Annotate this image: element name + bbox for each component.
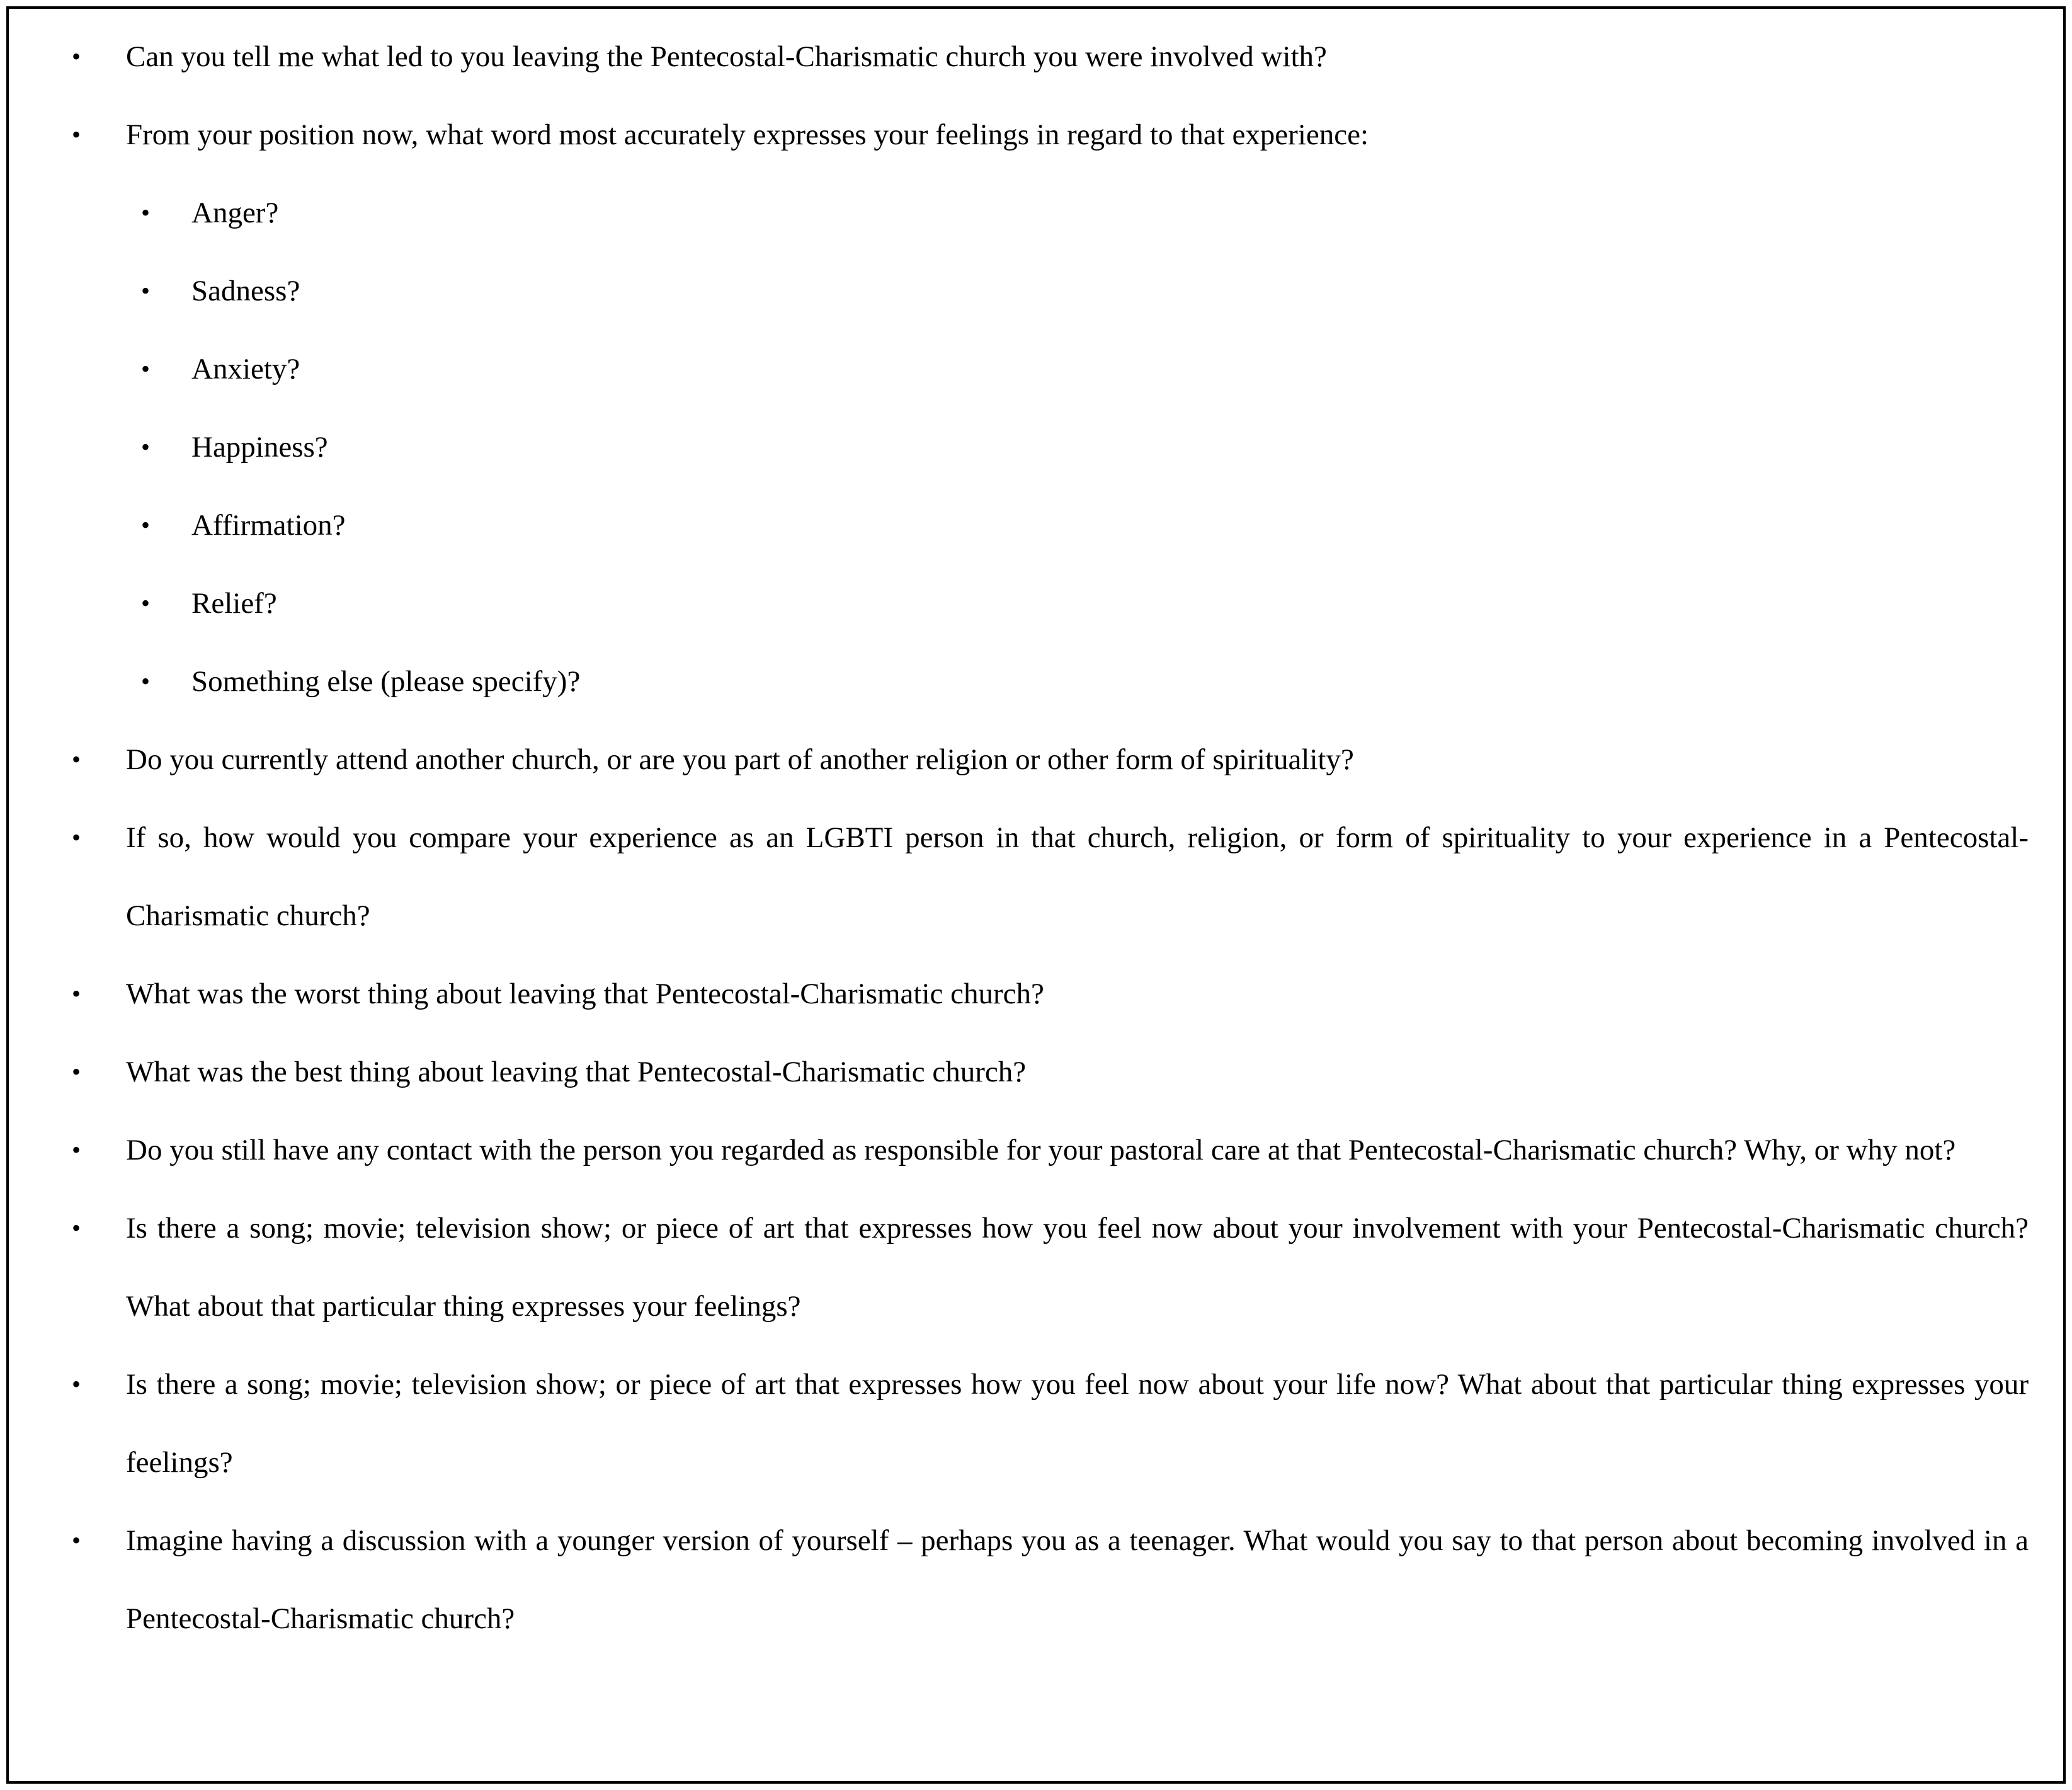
list-item	[34, 564, 2029, 642]
bullet-icon: •	[141, 198, 151, 227]
bullet-icon: •	[141, 589, 151, 617]
bullet-icon: •	[141, 276, 151, 305]
question-text: Happiness?	[191, 431, 328, 464]
list-item	[34, 1111, 2029, 1189]
list-item	[34, 330, 2029, 408]
question-text: Sadness?	[191, 275, 300, 307]
list-item	[34, 408, 2029, 486]
list-item	[34, 1189, 2029, 1345]
list-item	[34, 486, 2029, 564]
bullet-icon: •	[72, 1057, 81, 1086]
bullet-icon: •	[72, 1214, 81, 1242]
bullet-icon: •	[72, 823, 81, 852]
list-item	[34, 1033, 2029, 1111]
bullet-icon: •	[72, 1370, 81, 1398]
bullet-icon: •	[72, 120, 81, 149]
list-item	[34, 642, 2029, 721]
list-item	[34, 18, 2029, 96]
question-text: Anxiety?	[191, 353, 300, 385]
question-text: Do you currently attend another church, or are you part of another religion or other form of spirituality?	[126, 743, 1354, 776]
bullet-icon: •	[72, 1136, 81, 1164]
list-item	[34, 799, 2029, 955]
list-item	[34, 174, 2029, 252]
question-text: What was the worst thing about leaving that Pentecostal-Charismatic church?	[126, 978, 1044, 1010]
list-item	[34, 96, 2029, 174]
list-item	[34, 1345, 2029, 1502]
bullet-icon: •	[141, 667, 151, 695]
question-text: Anger?	[191, 197, 279, 229]
question-text: Affirmation?	[191, 509, 346, 542]
bullet-icon: •	[141, 511, 151, 539]
bullet-icon: •	[141, 355, 151, 383]
list-item	[34, 721, 2029, 799]
bullet-icon: •	[141, 433, 151, 461]
document-frame	[6, 6, 2066, 1784]
list-item	[34, 1502, 2029, 1658]
question-list	[34, 18, 2029, 1658]
question-text: Is there a song; movie; television show; or piece of art that expresses how you feel now about your involvement with your Pentecostal-Charismatic church? What about that particular thing expresses your feelings?	[126, 1212, 2029, 1323]
question-text: Imagine having a discussion with a younger version of yourself – perhaps you as a teenager. What would you say to that person about becoming involved in a Pentecostal-Charismatic church?	[126, 1524, 2029, 1635]
question-text: Can you tell me what led to you leaving the Pentecostal-Charismatic church you were involved with?	[126, 40, 1327, 73]
question-text: If so, how would you compare your experience as an LGBTI person in that church, religion, or form of spirituality to your experience in a Pentecostal-Charismatic church?	[126, 821, 2029, 932]
list-item	[34, 955, 2029, 1033]
list-item	[34, 252, 2029, 330]
question-text: Something else (please specify)?	[191, 665, 581, 698]
bullet-icon: •	[72, 745, 81, 773]
question-text: From your position now, what word most accurately expresses your feelings in regard to that experience:	[126, 118, 1369, 151]
question-text: Do you still have any contact with the person you regarded as responsible for your pastoral care at that Pentecostal-Charismatic church? Why, or why not?	[126, 1134, 1956, 1166]
question-text: What was the best thing about leaving that Pentecostal-Charismatic church?	[126, 1056, 1027, 1088]
question-text: Is there a song; movie; television show; or piece of art that expresses how you feel now about your life now? What about that particular thing expresses your feelings?	[126, 1368, 2029, 1479]
question-text: Relief?	[191, 587, 277, 620]
bullet-icon: •	[72, 979, 81, 1008]
bullet-icon: •	[72, 1526, 81, 1554]
bullet-icon: •	[72, 42, 81, 71]
